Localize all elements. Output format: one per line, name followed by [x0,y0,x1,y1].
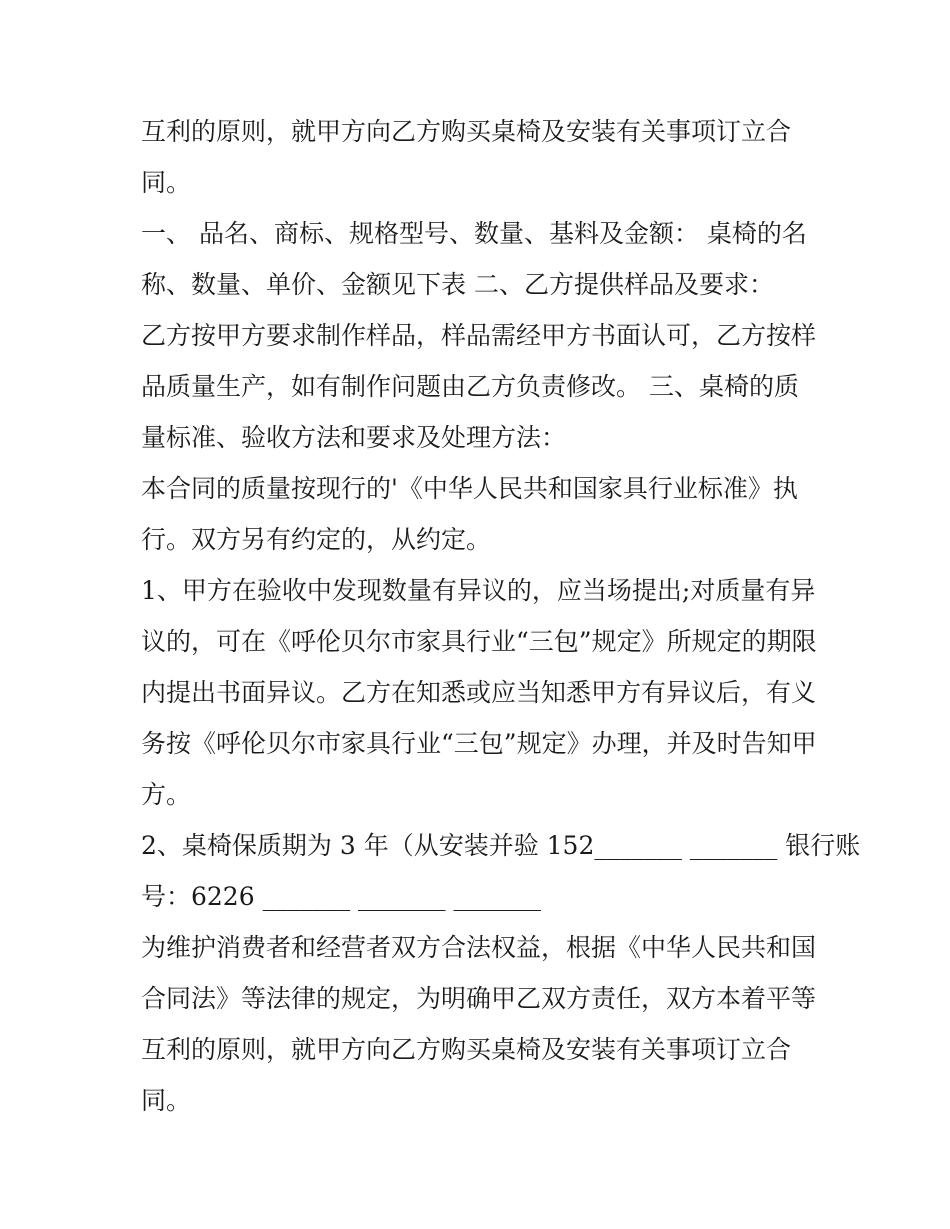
text-line: 品质量生产，如有制作问题由乙方负责修改。 三、桌椅的质 [141,372,799,401]
text-line: 乙方按甲方要求制作样品，样品需经甲方书面认可，乙方按样 [141,321,817,350]
text-line: 议的，可在《呼伦贝尔市家具行业“三包”规定》所规定的期限 [141,627,817,656]
text-line: 合同法》等法律的规定，为明确甲乙双方责任，双方本着平等 [141,984,817,1013]
text-line: 量标准、验收方法和要求及处理方法： [141,423,567,452]
text-line: 同。 [141,168,192,197]
text-line: 务按《呼伦贝尔市家具行业“三包”规定》办理，并及时告知甲 [141,729,817,758]
text-line: 1、甲方在验收中发现数量有异议的，应当场提出;对质量有异 [141,576,816,605]
text-line: 为维护消费者和经营者双方合法权益，根据《中华人民共和国 [141,933,817,962]
text-line: 2、桌椅保质期为 3 年（从安装并验 152_______ _______ 银行账 [141,831,861,860]
text-line: 同。 [141,1086,192,1115]
contract-body [141,106,861,1126]
text-line: 互利的原则，就甲方向乙方购买桌椅及安装有关事项订立合 [141,1035,792,1064]
text-line: 行。双方另有约定的，从约定。 [141,525,492,554]
text-line: 称、数量、单价、金额见下表 二、乙方提供样品及要求： [141,270,774,299]
text-line: 互利的原则，就甲方向乙方购买桌椅及安装有关事项订立合 [141,117,792,146]
text-line: 方。 [141,780,192,809]
text-line: 本合同的质量按现行的'《中华人民共和国家具行业标准》执 [141,474,798,503]
text-line: 一、 品名、商标、规格型号、数量、基料及金额： 桌椅的名 [141,219,807,248]
text-line: 号：6226 _______ _______ _______ [141,882,541,911]
text-line: 内提出书面异议。乙方在知悉或应当知悉甲方有异议后，有义 [141,678,817,707]
